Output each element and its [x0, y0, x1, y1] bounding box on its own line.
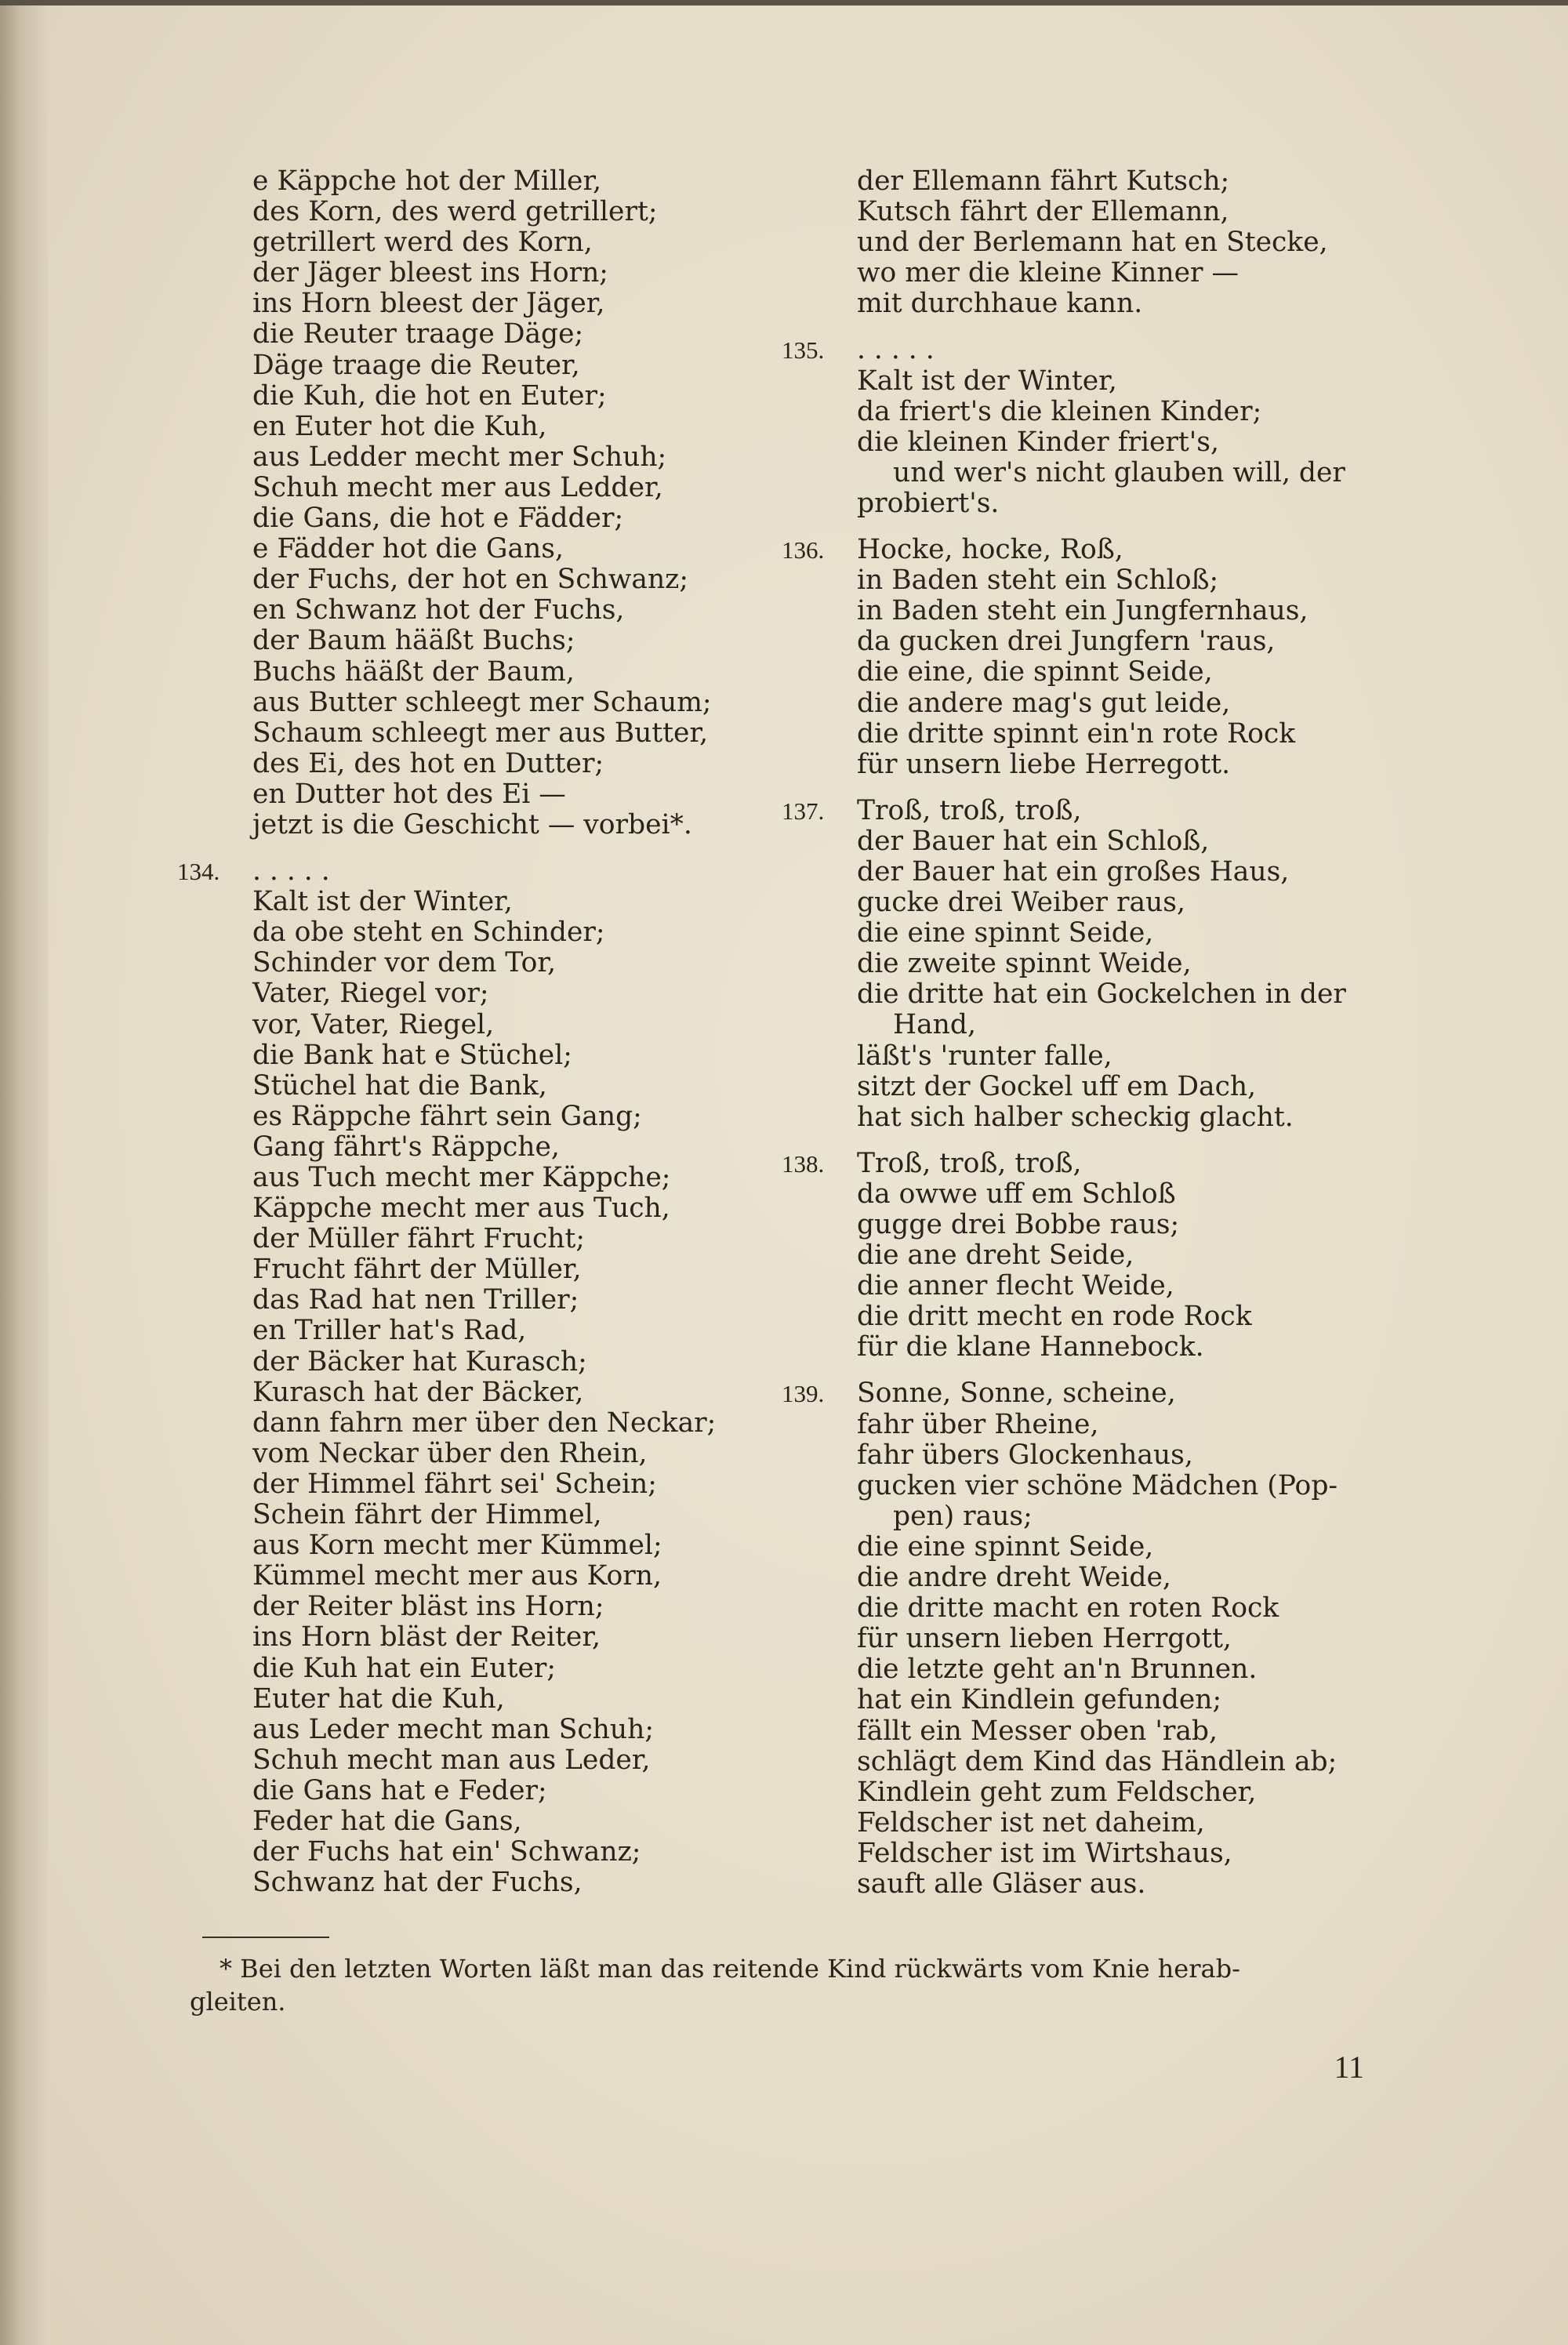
verse-line: für unsern lieben Herrgott, — [857, 1623, 1232, 1655]
verse-line: Schinder vor dem Tor, — [252, 947, 557, 979]
verse-line: es Räppche fährt sein Gang; — [252, 1100, 642, 1132]
verse-line: die eine, die spinnt Seide, — [857, 656, 1213, 688]
verse-line: wo mer die kleine Kinner — — [857, 257, 1239, 289]
verse-line: Däge traage die Reuter, — [252, 349, 580, 381]
verse-line: die Gans hat e Feder; — [252, 1774, 547, 1806]
verse-line: der Baum hääßt Buchs; — [252, 625, 575, 657]
verse-line: der Bäcker hat Kurasch; — [252, 1345, 587, 1378]
verse-line: die Bank hat e Stüchel; — [252, 1039, 572, 1071]
verse-line: Troß, troß, troß, — [857, 794, 1082, 826]
verse-line: aus Ledder mecht mer Schuh; — [252, 441, 667, 473]
verse-138 — [782, 1147, 1359, 1363]
verse-136 — [782, 534, 1359, 780]
verse-line: mit durchhaue kann. — [857, 288, 1143, 320]
verse-139 — [782, 1378, 1359, 1900]
verse-line: da obe steht en Schinder; — [252, 917, 605, 949]
verse-line: Schwanz hat der Fuchs, — [252, 1867, 583, 1899]
verse-line: Schuh mecht mer aus Ledder, — [252, 471, 663, 503]
verse-number: 136. — [782, 536, 825, 564]
verse-line: Käppche mecht mer aus Tuch, — [252, 1192, 670, 1225]
verse-137 — [782, 794, 1359, 1133]
verse-line: e Käppche hot der Miller, — [252, 165, 602, 197]
verse-line: die dritte spinnt ein'n rote Rock — [857, 717, 1296, 750]
verse-line: en Triller hat's Rad, — [252, 1315, 527, 1347]
verse-line: die anner flecht Weide, — [857, 1270, 1174, 1302]
verse-line: Kindlein geht zum Feldscher, — [857, 1776, 1257, 1808]
verse-line: Sonne, Sonne, scheine, — [857, 1378, 1176, 1410]
top-edge — [0, 0, 1568, 5]
verse-line: sitzt der Gockel uff em Dach, — [857, 1070, 1257, 1102]
verse-line: und wer's nicht glauben will, der — [893, 456, 1345, 488]
verse-line: die letzte geht an'n Brunnen. — [857, 1653, 1258, 1686]
verse-line: en Dutter hot des Ei — — [252, 778, 566, 810]
verse-line: gucken vier schöne Mädchen (Pop- — [857, 1469, 1338, 1501]
verse-line: die zweite spinnt Weide, — [857, 948, 1192, 980]
verse-line: da friert's die kleinen Kinder; — [857, 395, 1262, 427]
verse-134 — [177, 855, 770, 1899]
verse-line: jetzt is die Geschicht — vorbei*. — [252, 808, 692, 840]
verse-line: Feldscher ist net daheim, — [857, 1806, 1205, 1839]
verse-line: die Reuter traage Däge; — [252, 318, 584, 350]
page-number: 11 — [1334, 2049, 1364, 2085]
verse-line: in Baden steht ein Schloß; — [857, 564, 1219, 597]
verse-135 — [782, 334, 1359, 519]
verse-line: . . . . . — [252, 855, 330, 888]
verse-line: der Müller fährt Frucht; — [252, 1223, 586, 1255]
verse-line: schlägt dem Kind das Händlein ab; — [857, 1745, 1338, 1777]
verse-line: ins Horn bläst der Reiter, — [252, 1621, 601, 1653]
verse-line: der Ellemann fährt Kutsch; — [857, 165, 1230, 197]
verse-line: Vater, Riegel vor; — [252, 978, 489, 1010]
verse-line: Euter hat die Kuh, — [252, 1683, 505, 1715]
verse-line: aus Butter schleegt mer Schaum; — [252, 686, 712, 718]
verse-line: die Kuh hat ein Euter; — [252, 1652, 556, 1684]
verse-line: hat sich halber scheckig glacht. — [857, 1101, 1294, 1133]
footnote-line: * Bei den letzten Worten läßt man das reitende Kind rückwärts vom Knie herab- — [220, 1954, 1240, 1984]
verse-line: gucke drei Weiber raus, — [857, 887, 1185, 919]
verse-number: 135. — [782, 336, 825, 365]
verse-line: der Bauer hat ein großes Haus, — [857, 855, 1290, 888]
verse-line: en Schwanz hot der Fuchs, — [252, 594, 625, 626]
verse-line: die kleinen Kinder friert's, — [857, 426, 1219, 458]
verse-line: des Ei, des hot en Dutter; — [252, 747, 604, 779]
verse-line: und der Berlemann hat en Stecke, — [857, 227, 1328, 259]
verse-line: Schaum schleegt mer aus Butter, — [252, 717, 709, 749]
verse-line: pen) raus; — [893, 1500, 1033, 1532]
verse-line: die dritte macht en roten Rock — [857, 1592, 1279, 1624]
verse-line: aus Tuch mecht mer Käppche; — [252, 1162, 671, 1193]
left-column — [177, 165, 770, 1899]
verse-line: probiert's. — [857, 487, 1000, 519]
verse-line: fällt ein Messer oben 'rab, — [857, 1715, 1218, 1747]
verse-line: die eine spinnt Seide, — [857, 1530, 1154, 1563]
verse-line: der Himmel fährt sei' Schein; — [252, 1468, 657, 1500]
verse-line: Buchs hääßt der Baum, — [252, 655, 575, 688]
verse-line: die dritte hat ein Gockelchen in der — [857, 978, 1346, 1011]
verse-line: die eine spinnt Seide, — [857, 917, 1154, 949]
verse-line: hat ein Kindlein gefunden; — [857, 1684, 1222, 1716]
verse-134-continued — [857, 166, 1359, 319]
verse-line: für unsern liebe Herregott. — [857, 748, 1231, 780]
verse-line: getrillert werd des Korn, — [252, 227, 593, 259]
verse-line: Kalt ist der Winter, — [857, 365, 1117, 397]
verse-line: die ane dreht Seide, — [857, 1240, 1134, 1272]
verse-line: vor, Vater, Riegel, — [252, 1008, 495, 1040]
verse-number: 137. — [782, 797, 825, 825]
verse-line: die Gans, die hot e Fädder; — [252, 503, 624, 535]
binding-shadow — [0, 0, 49, 2345]
verse-line: sauft alle Gläser aus. — [857, 1868, 1146, 1900]
verse-line: die andere mag's gut leide, — [857, 687, 1231, 719]
verse-line: Kümmel mecht mer aus Korn, — [252, 1560, 662, 1592]
verse-line: Feldscher ist im Wirtshaus, — [857, 1837, 1232, 1869]
verse-number: 134. — [177, 858, 220, 886]
verse-line: Kurasch hat der Bäcker, — [252, 1376, 584, 1408]
verse-number: 138. — [782, 1149, 825, 1178]
verse-line: e Fädder hot die Gans, — [252, 533, 564, 565]
verse-line: Frucht fährt der Müller, — [252, 1254, 582, 1286]
verse-line: der Fuchs hat ein' Schwanz; — [252, 1836, 641, 1868]
verse-133-continued — [252, 166, 770, 840]
verse-line: der Reiter bläst ins Horn; — [252, 1591, 604, 1623]
verse-line: ins Horn bleest der Jäger, — [252, 288, 605, 320]
verse-line: vom Neckar über den Rhein, — [252, 1437, 648, 1469]
verse-line: Schein fährt der Himmel, — [252, 1499, 602, 1531]
verse-line: aus Korn mecht mer Kümmel; — [252, 1530, 662, 1562]
verse-line: des Korn, des werd getrillert; — [252, 196, 658, 228]
verse-line: die andre dreht Weide, — [857, 1562, 1171, 1594]
verse-line: dann fahrn mer über den Neckar; — [252, 1407, 717, 1439]
verse-line: in Baden steht ein Jungfernhaus, — [857, 595, 1308, 627]
verse-line: fahr übers Glockenhaus, — [857, 1439, 1193, 1471]
footnote — [190, 1952, 1348, 2018]
verse-line: der Jäger bleest ins Horn; — [252, 257, 608, 289]
verse-line: Troß, troß, troß, — [857, 1147, 1082, 1179]
verse-line: da owwe uff em Schloß — [857, 1178, 1176, 1210]
verse-line: fahr über Rheine, — [857, 1408, 1099, 1440]
verse-line: . . . . . — [857, 334, 935, 366]
verse-line: da gucken drei Jungfern 'raus, — [857, 626, 1276, 658]
verse-line: das Rad hat nen Triller; — [252, 1284, 579, 1316]
verse-line: Schuh mecht man aus Leder, — [252, 1744, 651, 1776]
verse-number: 139. — [782, 1380, 825, 1408]
verse-line: der Bauer hat ein Schloß, — [857, 825, 1210, 857]
verse-line: aus Leder mecht man Schuh; — [252, 1713, 654, 1745]
verse-line: en Euter hot die Kuh, — [252, 410, 547, 442]
verse-line: Hocke, hocke, Roß, — [857, 534, 1123, 566]
verse-line: Stüchel hat die Bank, — [252, 1069, 547, 1102]
verse-line: Hand, — [893, 1009, 976, 1041]
verse-line: läßt's 'runter falle, — [857, 1040, 1112, 1072]
verse-line: Gang fährt's Räppche, — [252, 1131, 560, 1163]
verse-line: der Fuchs, der hot en Schwanz; — [252, 564, 688, 596]
verse-line: gugge drei Bobbe raus; — [857, 1209, 1180, 1240]
verse-line: Kutsch fährt der Ellemann, — [857, 196, 1229, 228]
verse-line: die dritt mecht en rode Rock — [857, 1301, 1252, 1333]
footnote-rule — [202, 1937, 329, 1938]
verse-line: die Kuh, die hot en Euter; — [252, 379, 607, 412]
verse-line: Kalt ist der Winter, — [252, 886, 513, 918]
footnote-line: gleiten. — [190, 1987, 286, 2016]
verse-line: Feder hat die Gans, — [252, 1805, 522, 1837]
verse-line: für die klane Hannebock. — [857, 1331, 1204, 1363]
right-column — [782, 165, 1359, 1900]
